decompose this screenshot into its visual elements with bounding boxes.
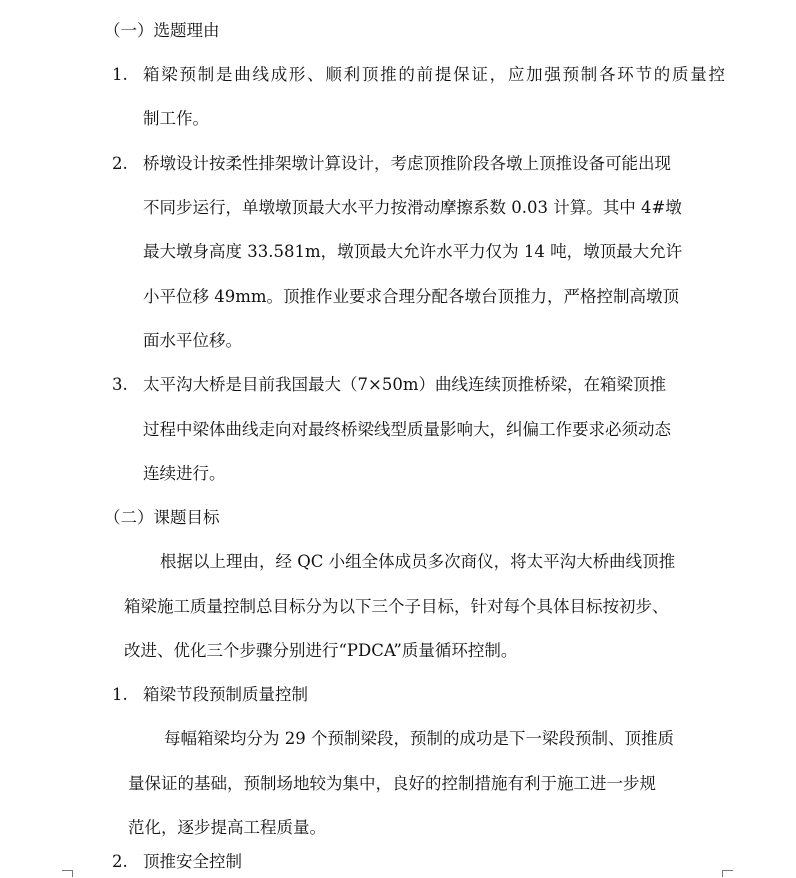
subgoal-1-para-line-3: 范化，逐步提高工程质量。 xyxy=(128,818,326,837)
crop-mark-right xyxy=(722,870,733,877)
subgoal-1-number: 1. xyxy=(112,685,128,704)
subgoal-1-para-line-2: 量保证的基础，预制场地较为集中，良好的控制措施有利于施工进一步规 xyxy=(128,774,656,793)
item-3-number: 3. xyxy=(112,375,128,394)
item-1-number: 1. xyxy=(112,65,128,84)
item-2-line-3: 最大墩身高度 33.581m，墩顶最大允许水平力仅为 14 吨，墩顶最大允许 xyxy=(143,242,683,261)
item-2-line-2: 不同步运行，单墩墩顶最大水平力按滑动摩擦系数 0.03 计算。其中 4#墩 xyxy=(143,198,682,217)
item-1-line-2: 制工作。 xyxy=(143,109,209,128)
intro-line-2: 箱梁施工质量控制总目标分为以下三个子目标，针对每个具体目标按初步、 xyxy=(124,597,669,616)
item-3-line-1: 太平沟大桥是目前我国最大（7×50m）曲线连续顶推桥梁，在箱梁顶推 xyxy=(143,375,666,394)
section-heading-goals: （二）课题目标 xyxy=(104,508,220,527)
subgoal-2-number: 2. xyxy=(112,852,128,871)
subgoal-2-title: 顶推安全控制 xyxy=(143,852,242,871)
item-2-number: 2. xyxy=(112,154,128,173)
subgoal-1-para-line-1: 每幅箱梁均分为 29 个预制梁段，预制的成功是下一梁段预制、顶推质 xyxy=(164,729,674,748)
section-heading-reasons: （一）选题理由 xyxy=(104,21,220,40)
crop-mark-left xyxy=(62,870,73,877)
intro-line-1: 根据以上理由，经 QC 小组全体成员多次商仪，将太平沟大桥曲线顶推 xyxy=(160,552,676,571)
item-2-line-4: 小平位移 49mm。顶推作业要求合理分配各墩台顶推力，严格控制高墩顶 xyxy=(143,287,680,306)
item-2-line-5: 面水平位移。 xyxy=(143,331,242,350)
intro-line-3: 改进、优化三个步骤分别进行“PDCA”质量循环控制。 xyxy=(124,641,518,660)
subgoal-1-title: 箱梁节段预制质量控制 xyxy=(143,685,308,704)
item-1-line-1: 箱梁预制是曲线成形、顺利顶推的前提保证，应加强预制各环节的质量控 xyxy=(143,65,725,84)
item-3-line-2: 过程中梁体曲线走向对最终桥梁线型质量影响大，纠偏工作要求必须动态 xyxy=(143,420,671,439)
item-3-line-3: 连续进行。 xyxy=(143,464,226,483)
item-2-line-1: 桥墩设计按柔性排架墩计算设计，考虑顶推阶段各墩上顶推设备可能出现 xyxy=(143,154,671,173)
